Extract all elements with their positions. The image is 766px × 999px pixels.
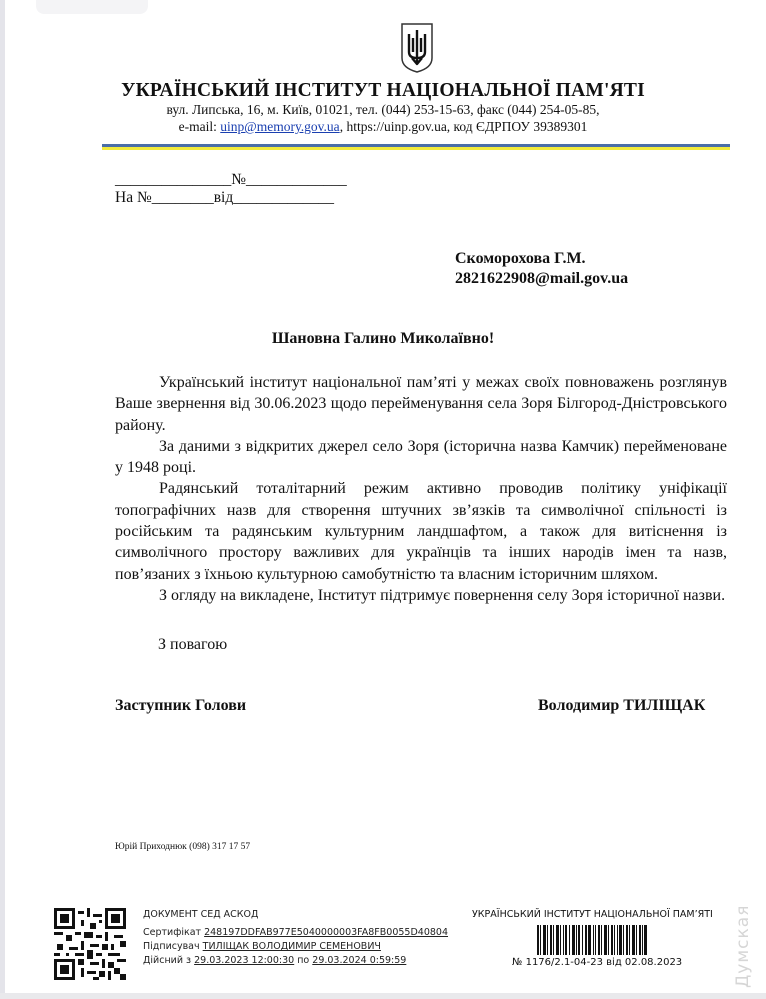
cert-value: 248197DDFAB977E5040000003FA8FB0055D40804 <box>204 927 449 938</box>
recipient-name: Скоморохова Г.М. <box>455 250 586 267</box>
valid-label: Дійсний з <box>143 955 195 966</box>
esign-validity <box>143 955 406 966</box>
signer-label: Підписувач <box>143 941 203 952</box>
incoming-number-line: На №________від_____________ <box>115 189 334 206</box>
executor-contact: Юрій Приходнюк (098) 317 17 57 <box>115 842 251 852</box>
screen-edge-bottom <box>0 993 766 999</box>
greeting: Шановна Галино Миколаївно! <box>271 330 495 347</box>
registry-org-name: УКРАЇНСЬКИЙ ІНСТИТУТ НАЦІОНАЛЬНОЇ ПАМ’ЯТІ <box>472 909 713 920</box>
cert-label: Сертифікат <box>143 927 205 938</box>
esign-certificate <box>143 927 448 938</box>
qr-code-icon <box>54 908 126 980</box>
org-email-link[interactable]: uinp@memory.gov.ua <box>220 119 340 134</box>
flag-line-yellow <box>102 147 730 150</box>
recipient-email: 2821622908@mail.gov.ua <box>455 270 629 287</box>
body-paragraph: Український інститут національної пам’яті у межах своїх повноважень розглянув Ваше звернення від 30.06.2023 щодо перейменування села Зоря Білгород-Дністровського району. <box>115 374 727 434</box>
org-contacts <box>0 119 766 135</box>
signatory-name: Володимир ТИЛІЩАК <box>538 697 706 714</box>
signer-value: ТИЛІЩАК ВОЛОДИМИР СЕМЕНОВИЧ <box>202 941 381 952</box>
esign-title: ДОКУМЕНТ СЕД АСКОД <box>143 909 259 920</box>
body-paragraph: Радянський тоталітарний режим активно проводив політику уніфікації топографічних назв для створення штучних зв’язків та символічної спільності із російським та радянським культурним ландшафтом, а також для витіснення із символічного простору важливих для українців та інших народів імен та назв, пов’язаних з їхньою культурною самобутністю та власним історичним шляхом. <box>115 480 727 583</box>
registry-number: № 1176/2.1-04-23 від 02.08.2023 <box>512 957 683 968</box>
watermark: Думская <box>733 904 753 988</box>
barcode-icon <box>537 925 647 955</box>
screen-edge-left <box>0 0 5 999</box>
email-label: e-mail: <box>178 119 221 134</box>
org-name-heading: УКРАЇНСЬКИЙ ІНСТИТУТ НАЦІОНАЛЬНОЇ ПАМ'ЯТІ <box>121 80 645 101</box>
valid-from: 29.03.2023 12:00:30 <box>194 955 295 966</box>
valid-to: 29.03.2024 0:59:59 <box>312 955 407 966</box>
outgoing-number-line: _______________№_____________ <box>115 171 347 188</box>
valid-sep: по <box>294 955 313 966</box>
letter-body <box>115 372 727 606</box>
body-paragraph: За даними з відкритих джерел село Зоря (історична назва Камчик) перейменоване у 1948 році. <box>115 437 727 477</box>
org-contacts-suffix: , https://uinp.gov.ua, код ЄДРПОУ 39389301 <box>339 119 588 134</box>
top-overlay-bar <box>36 0 148 14</box>
closing-phrase: З повагою <box>158 636 228 653</box>
org-address: вул. Липська, 16, м. Київ, 01021, тел. (044) 253-15-63, факс (044) 254-05-85, <box>166 102 600 117</box>
body-paragraph: З огляду на викладене, Інститут підтримує повернення селу Зоря історичної назви. <box>159 586 726 604</box>
ukraine-trident-icon <box>400 22 434 74</box>
signatory-position: Заступник Голови <box>115 697 247 714</box>
esign-signer <box>143 941 381 952</box>
